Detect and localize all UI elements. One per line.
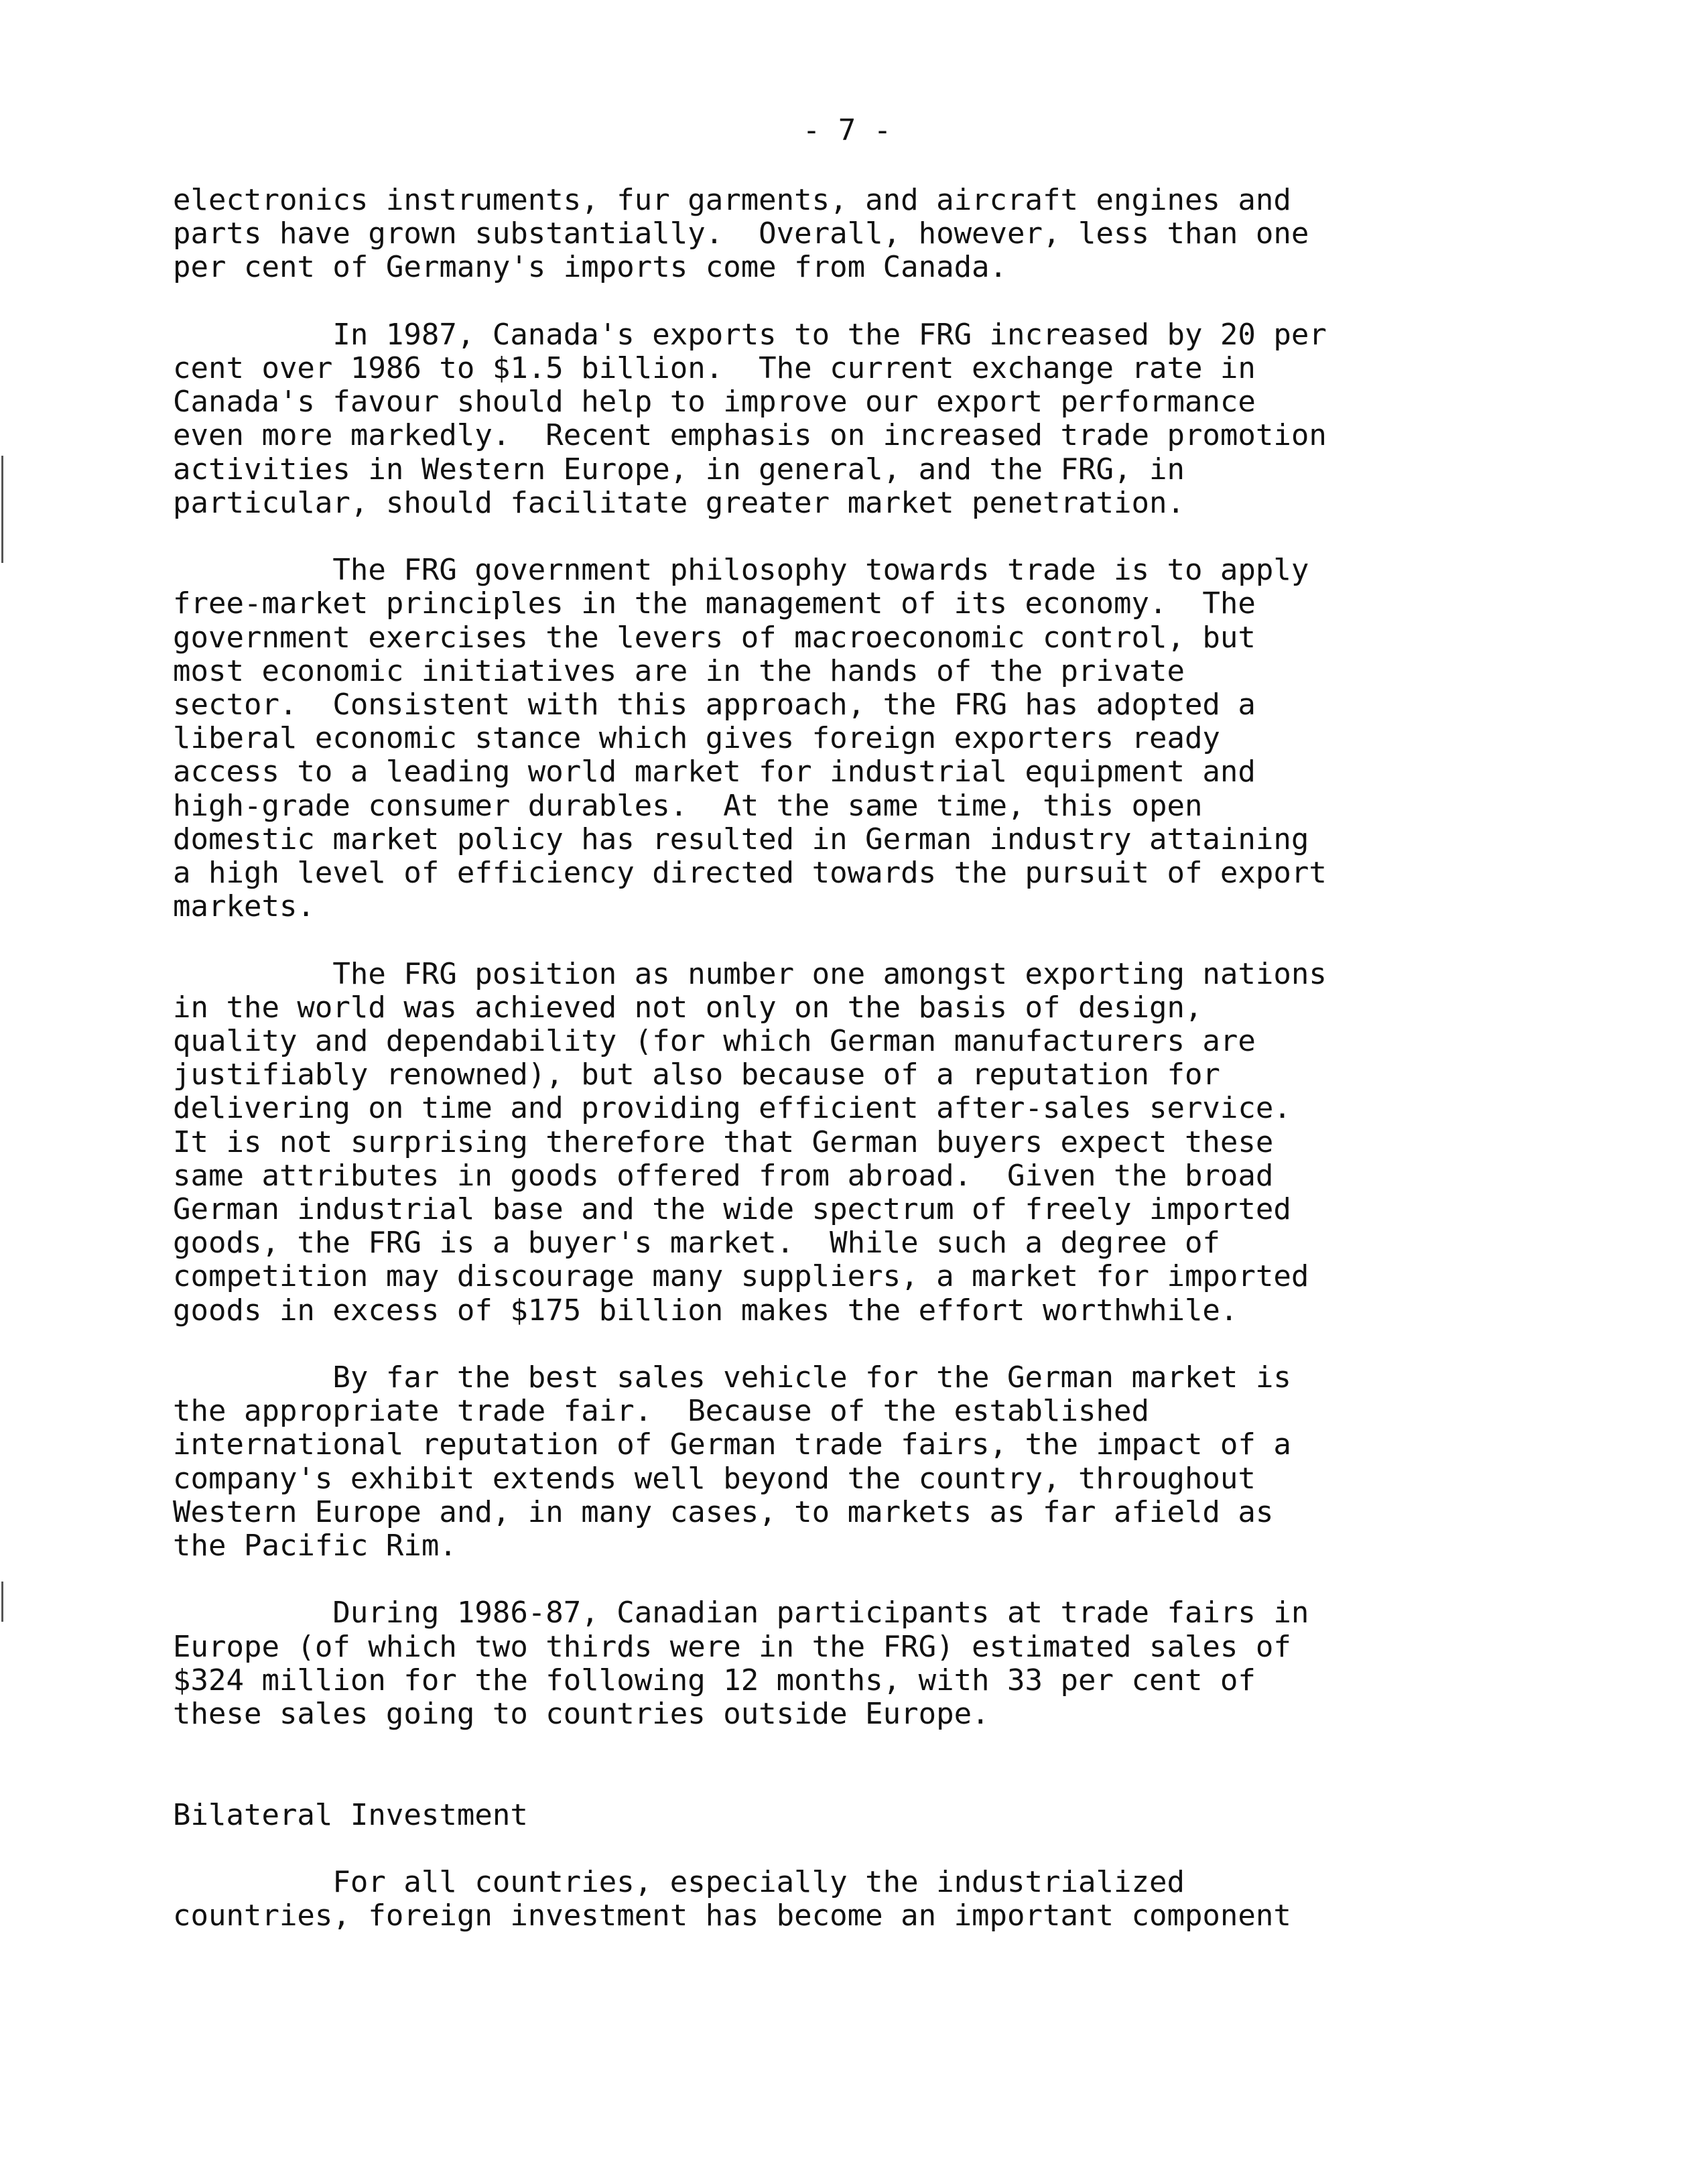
text-line: activities in Western Europe, in general, and the FRG, in bbox=[173, 452, 1185, 487]
paragraph-6 bbox=[173, 1596, 1674, 1731]
text-line: countries, foreign investment has become an important component bbox=[173, 1899, 1291, 1933]
text-line: parts have grown substantially. Overall, however, less than one bbox=[173, 216, 1309, 251]
text-line: justifiably renowned), but also because of a reputation for bbox=[173, 1057, 1220, 1092]
text-line: The FRG government philosophy towards trade is to apply bbox=[173, 553, 1309, 588]
text-line: a high level of efficiency directed towards the pursuit of export bbox=[173, 856, 1327, 891]
text-line: competition may discourage many suppliers, a market for imported bbox=[173, 1259, 1309, 1294]
text-line: the Pacific Rim. bbox=[173, 1529, 457, 1563]
paragraph-gap bbox=[173, 1832, 1674, 1866]
section-heading: Bilateral Investment bbox=[173, 1797, 528, 1832]
text-line: German industrial base and the wide spectrum of freely imported bbox=[173, 1192, 1291, 1227]
paragraph-4 bbox=[173, 958, 1674, 1328]
text-line: even more markedly. Recent emphasis on increased trade promotion bbox=[173, 418, 1327, 453]
text-line: access to a leading world market for industrial equipment and bbox=[173, 755, 1256, 789]
text-line: $324 million for the following 12 months, with 33 per cent of bbox=[173, 1663, 1256, 1697]
scan-edge-mark bbox=[1, 456, 3, 563]
text-line: international reputation of German trade fairs, the impact of a bbox=[173, 1427, 1291, 1462]
text-line: most economic initiatives are in the hands of the private bbox=[173, 653, 1185, 688]
paragraph-gap bbox=[173, 923, 1674, 957]
paragraph-gap bbox=[173, 1328, 1674, 1361]
paragraph-5 bbox=[173, 1361, 1674, 1563]
text-line: the appropriate trade fair. Because of the established bbox=[173, 1394, 1149, 1429]
section-gap bbox=[173, 1731, 1674, 1798]
text-line: same attributes in goods offered from abroad. Given the broad bbox=[173, 1158, 1274, 1193]
text-line: For all countries, especially the industrialized bbox=[173, 1865, 1185, 1900]
text-line: goods in excess of $175 billion makes the effort worthwhile. bbox=[173, 1293, 1238, 1328]
text-line: electronics instruments, fur garments, and aircraft engines and bbox=[173, 183, 1291, 217]
text-line: these sales going to countries outside Europe. bbox=[173, 1697, 990, 1732]
paragraph-1 bbox=[173, 184, 1674, 285]
paragraph-gap bbox=[173, 285, 1674, 318]
text-line: The FRG position as number one amongst exporting nations bbox=[173, 956, 1327, 991]
paragraph-gap bbox=[173, 520, 1674, 554]
scan-edge-mark bbox=[1, 1582, 3, 1622]
text-line: delivering on time and providing efficient after-sales service. bbox=[173, 1091, 1291, 1126]
paragraph-7 bbox=[173, 1866, 1674, 1933]
text-line: goods, the FRG is a buyer's market. While such a degree of bbox=[173, 1226, 1220, 1261]
text-line: In 1987, Canada's exports to the FRG increased by 20 per bbox=[173, 317, 1327, 352]
text-line: particular, should facilitate greater market penetration. bbox=[173, 485, 1185, 520]
text-line: in the world was achieved not only on the basis of design, bbox=[173, 990, 1203, 1025]
text-line: cent over 1986 to $1.5 billion. The current exchange rate in bbox=[173, 351, 1256, 385]
page-number: - 7 - bbox=[802, 113, 892, 147]
text-line: markets. bbox=[173, 889, 315, 924]
document-body bbox=[173, 184, 1674, 1933]
text-line: quality and dependability (for which German manufacturers are bbox=[173, 1024, 1256, 1059]
text-line: high-grade consumer durables. At the same time, this open bbox=[173, 788, 1203, 823]
text-line: per cent of Germany's imports come from Canada. bbox=[173, 250, 1008, 285]
text-line: Western Europe and, in many cases, to markets as far afield as bbox=[173, 1494, 1274, 1529]
text-line: By far the best sales vehicle for the German market is bbox=[173, 1360, 1291, 1395]
text-line: Canada's favour should help to improve our export performance bbox=[173, 385, 1256, 420]
text-line: government exercises the levers of macroeconomic control, but bbox=[173, 620, 1256, 655]
text-line: During 1986-87, Canadian participants at trade fairs in bbox=[173, 1596, 1309, 1630]
text-line: domestic market policy has resulted in German industry attaining bbox=[173, 822, 1309, 856]
text-line: free-market principles in the management of its economy. The bbox=[173, 586, 1256, 621]
text-line: liberal economic stance which gives foreign exporters ready bbox=[173, 721, 1220, 756]
text-line: company's exhibit extends well beyond the country, throughout bbox=[173, 1461, 1256, 1496]
paragraph-gap bbox=[173, 1563, 1674, 1596]
paragraph-2 bbox=[173, 318, 1674, 520]
paragraph-3 bbox=[173, 554, 1674, 923]
text-line: Europe (of which two thirds were in the FRG) estimated sales of bbox=[173, 1629, 1291, 1664]
text-line: It is not surprising therefore that German buyers expect these bbox=[173, 1125, 1274, 1159]
text-line: sector. Consistent with this approach, the FRG has adopted a bbox=[173, 688, 1256, 722]
